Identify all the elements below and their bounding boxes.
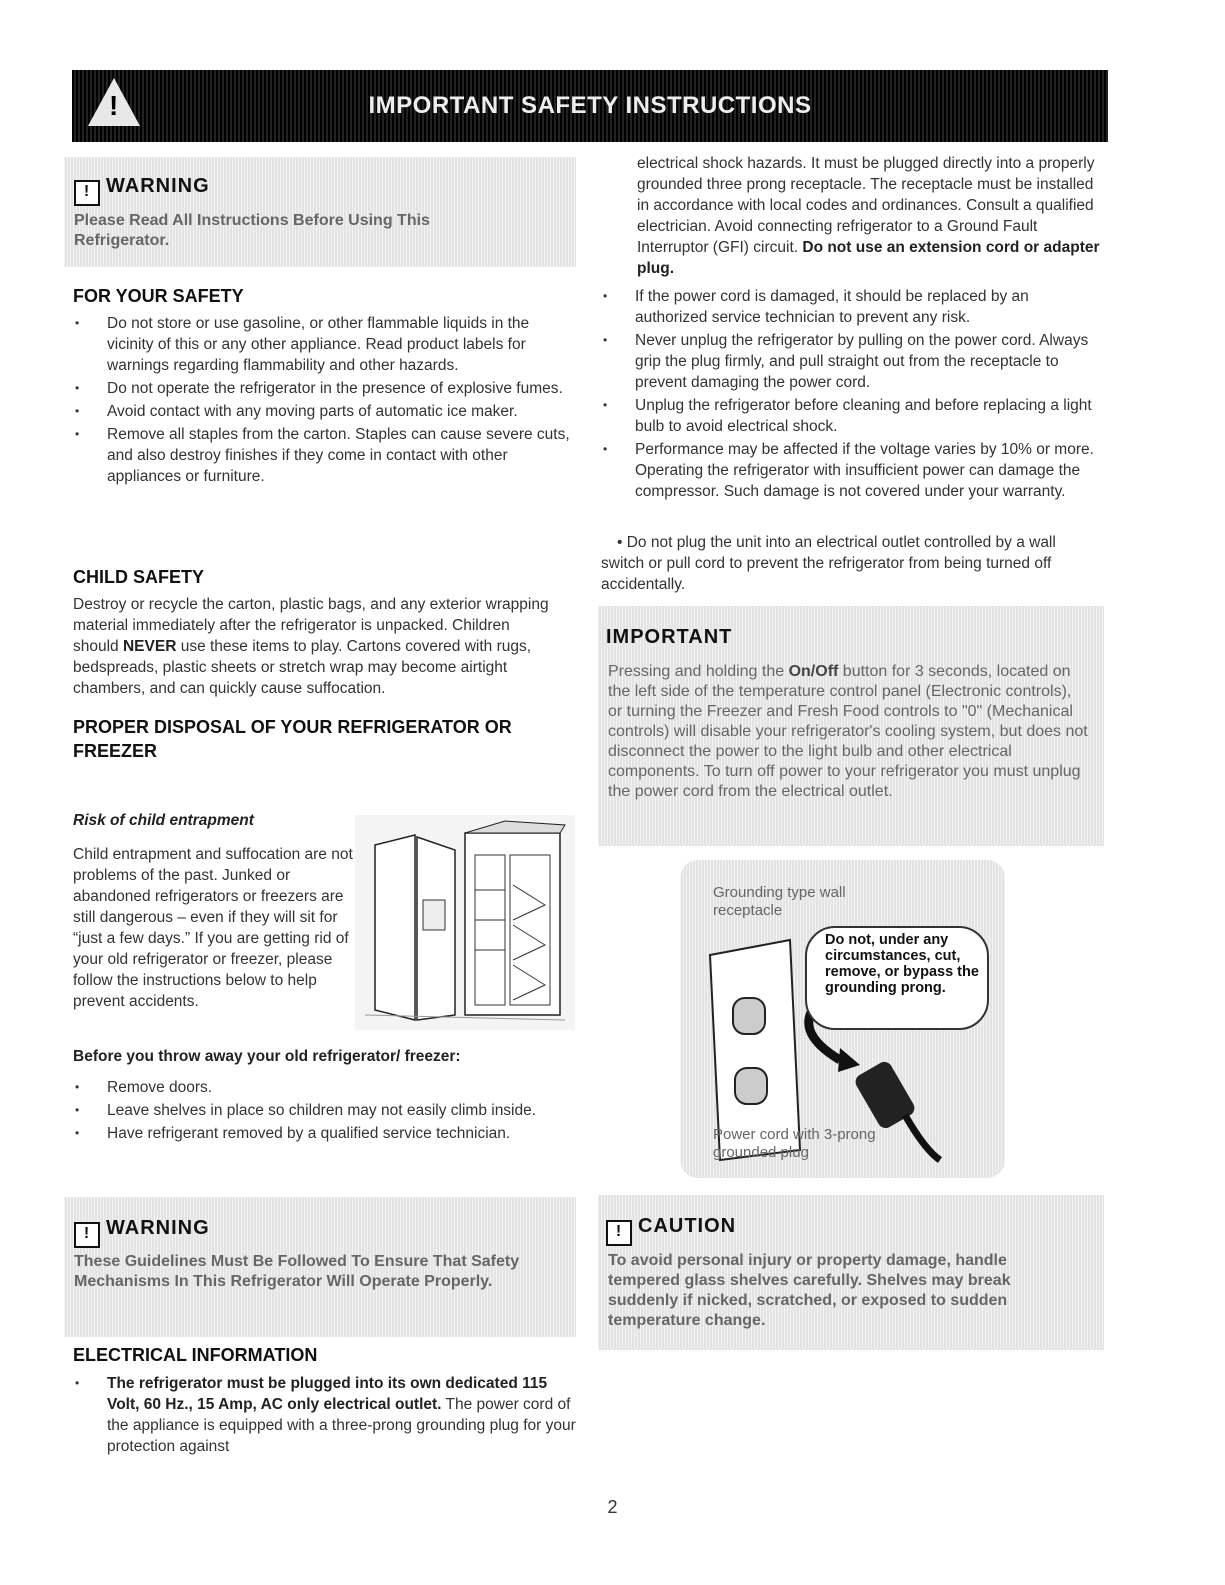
list-item: • Performance may be affected if the voltage varies by 10% or more. Operating the refrigerator with insufficient power can damage the compressor. Such damage is not covered under your warranty. [601, 439, 1101, 502]
outlet-warning-text: • Do not plug the unit into an electrical outlet controlled by a wall switch or pull cord to prevent the refrigerator from being turned off accidentally. [601, 534, 1056, 593]
important-box [598, 606, 1104, 846]
warning-body: Please Read All Instructions Before Using This Refrigerator. [74, 212, 430, 249]
caution-heading: ! CAUTION [606, 1215, 736, 1246]
warning-triangle-icon: ! [88, 78, 140, 126]
warning-icon: ! [74, 180, 100, 206]
list-item: • The refrigerator must be plugged into its own dedicated 115 Volt, 60 Hz., 15 Amp, AC only electrical outlet. The power cord of the appliance is equipped with a three-prong grounding plug for your protection against [73, 1373, 578, 1457]
warning-box-guidelines [64, 1197, 576, 1337]
list-item: • Unplug the refrigerator before cleaning and before replacing a light bulb to avoid electrical shock. [601, 395, 1101, 437]
list-item: • Never unplug the refrigerator by pulling on the power cord. Always grip the plug firmly, and pull straight out from the receptacle to prevent damaging the power cord. [601, 330, 1101, 393]
caution-body: To avoid personal injury or property damage, handle tempered glass shelves carefully. Shelves may break suddenly if nicked, scratched, or exposed to sudden temperature change. [608, 1252, 1011, 1329]
warning-box-read-instructions [64, 157, 576, 267]
list-item: • Do not operate the refrigerator in the presence of explosive fumes. [73, 378, 573, 399]
list-item: • Remove all staples from the carton. Staples can cause severe cuts, and also destroy finishes if they come in contact with other appliances or furniture. [73, 424, 573, 487]
safety-list [73, 313, 573, 489]
section-heading-your-safety: FOR YOUR SAFETY [73, 286, 244, 306]
list-item: • Leave shelves in place so children may not easily climb inside. [73, 1100, 573, 1121]
receptacle-label: Grounding type wall receptacle [713, 884, 846, 919]
electrical-list [73, 1373, 578, 1459]
important-body: Pressing and holding the On/Off button for 3 seconds, located on the left side of the temperature control panel (Electronic controls), or turning the Freezer and Fresh Food controls to "0" (Mechanical controls) will disable your refrigerator's cooling system, but does not disconnect the power to the light bulb and other electrical components. To turn off power to your refrigerator you must unplug the power cord from the electrical outlet. [608, 663, 1088, 800]
open-refrigerator-illustration [355, 815, 575, 1030]
important-heading: IMPORTANT [606, 626, 733, 648]
section-heading-disposal: PROPER DISPOSAL OF YOUR REFRIGERATOR OR FREEZER [73, 717, 512, 761]
page-number: 2 [607, 1497, 618, 1517]
plug-label: Power cord with 3-prong grounded plug [713, 1126, 876, 1161]
electrical-continued-text: electrical shock hazards. It must be plugged directly into a properly grounded three prong receptacle. The receptacle must be installed in accordance with local codes and ordinances. Consult a qualified electrician. Avoid connecting refrigerator to a Ground Fault Interruptor (GFI) circuit. Do not use an extension cord or adapter plug. [637, 155, 1100, 277]
section-heading-child-safety: CHILD SAFETY [73, 567, 205, 587]
before-throw-away-heading: Before you throw away your old refrigerator/ freezer: [73, 1048, 461, 1065]
warning-heading: ! WARNING [74, 175, 210, 206]
list-item: • Do not store or use gasoline, or other flammable liquids in the vicinity of this or any other appliance. Read product labels for warnings regarding flammability and other hazards. [73, 313, 573, 376]
list-item: • Remove doors. [73, 1077, 573, 1098]
list-item: • If the power cord is damaged, it should be replaced by an authorized service technician to prevent any risk. [601, 286, 1101, 328]
list-item: • Have refrigerant removed by a qualified service technician. [73, 1123, 573, 1144]
warning-heading: ! WARNING [74, 1217, 210, 1248]
callout-text: Do not, under any circumstances, cut, remove, or bypass the grounding prong. [825, 932, 979, 996]
warning-body: These Guidelines Must Be Followed To Ensure That Safety Mechanisms In This Refrigerator Will Operate Properly. [74, 1253, 520, 1290]
warning-icon: ! [606, 1220, 632, 1246]
disposal-list [73, 1077, 573, 1146]
electrical-list-continued [601, 286, 1101, 504]
disposal-subheading: Risk of child entrapment [73, 812, 254, 829]
list-item: • Avoid contact with any moving parts of automatic ice maker. [73, 401, 573, 422]
caution-box [598, 1195, 1104, 1350]
warning-icon: ! [74, 1222, 100, 1248]
banner-title: IMPORTANT SAFETY INSTRUCTIONS [368, 92, 812, 119]
child-safety-text: Destroy or recycle the carton, plastic bags, and any exterior wrapping material immediately after the refrigerator is unpacked. Children should NEVER use these items to play. Cartons covered with rugs, bedspreads, plastic sheets or stretch wrap may become airtight chambers, and can quickly cause suffocation. [73, 596, 549, 697]
safety-banner [72, 70, 1108, 142]
grounding-plug-figure [680, 860, 1005, 1178]
section-heading-electrical: ELECTRICAL INFORMATION [73, 1345, 318, 1365]
disposal-text: Child entrapment and suffocation are not problems of the past. Junked or abandoned refrigerators or freezers are still dangerous – even if they will sit for “just a few days.” If you are getting rid of your old refrigerator or freezer, please follow the instructions below to help prevent accidents. [73, 846, 353, 1010]
